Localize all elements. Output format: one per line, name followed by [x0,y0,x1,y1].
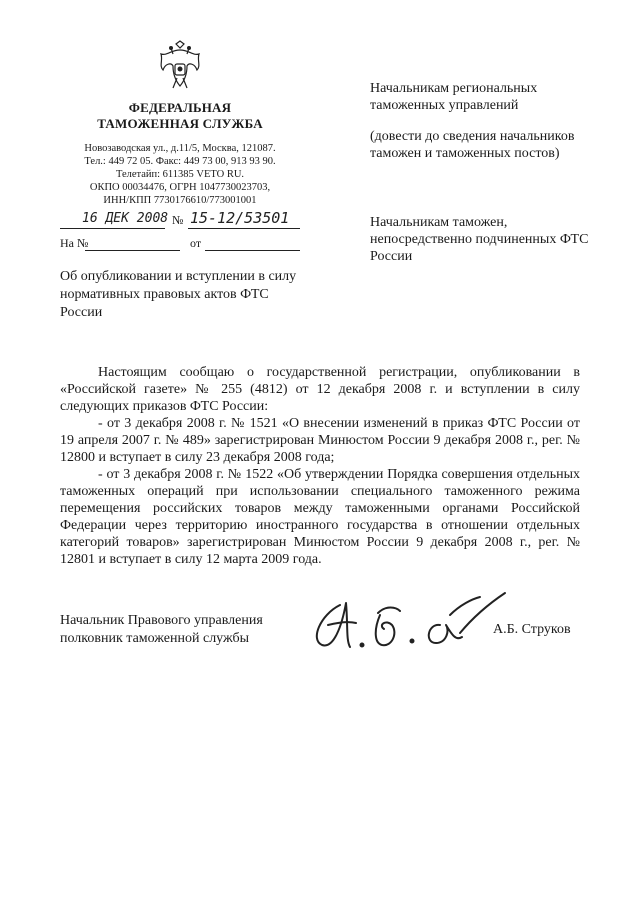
codes-line: ОКПО 00034476, ОГРН 1047730023703, [89,182,271,193]
signatory-position [60,612,320,648]
organization-name [60,100,300,132]
organization-contacts [60,142,300,207]
body-paragraph-order-1522: - от 3 декабря 2008 г. № 1522 «Об утверждении Порядка совершения отдельных таможенных операций при использовании специального таможенного режима перемещения российских товаров между таможенными органами Российской Федерации через территорию иностранного государства в отношении отдельных категорий товаров» зарегистрирован Минюстом России 9 декабря 2008 г., рег. № 12801 и вступает в силу 12 марта 2009 года. [60,467,580,567]
phone-line: Тел.: 449 72 05. Факс: 449 73 00, 913 93 90. [84,156,276,167]
number-label: № [172,213,184,227]
coat-of-arms-icon [153,40,207,94]
inn-line: ИНН/КПП 7730176610/773001001 [103,195,257,206]
signatory-name: А.Б. Струков [493,622,571,637]
letter-body [60,364,580,568]
ref-from-label: от [190,236,202,250]
reference-line [60,236,300,254]
registration-line [60,211,300,229]
body-paragraph-order-1521: - от 3 декабря 2008 г. № 1521 «О внесении изменений в приказ ФТС России от 19 апреля 2007 г. № 489» зарегистрирован Минюстом России 9 декабря 2008 г., рег. № 12800 и вступает в силу 23 декабря 2008 года; [60,416,580,465]
addressee-regional: Начальникам региональных таможенных управлений [370,81,538,113]
body-paragraph-intro: Настоящим сообщаю о государственной регистрации, опубликовании в «Российской газете» № 255 (4812) от 12 декабря 2008 г. и вступлении в силу следующих приказов ФТС России: [60,365,580,414]
addressee-note: (довести до сведения начальников таможен и таможенных постов) [370,129,575,161]
org-name-line2: ТАМОЖЕННАЯ СЛУЖБА [97,116,263,131]
teletype-line: Телетайп: 611385 VETO RU. [115,169,245,180]
address-line: Новозаводская ул., д.11/5, Москва, 121087. [84,143,276,154]
position-line2: полковник таможенной службы [60,631,250,646]
addressee-customs: Начальникам таможен, непосредственно подчиненных ФТС России [370,215,589,264]
ref-number-label: На № [60,236,89,250]
registration-number: 15-12/53501 [190,209,290,227]
ref-date-blank [205,250,300,251]
org-name-line1: ФЕДЕРАЛЬНАЯ [128,100,232,115]
date-underline [60,228,165,229]
ref-number-blank [85,250,180,251]
registration-date: 16 ДЕК 2008 [82,211,169,226]
letter-subject: Об опубликовании и вступлении в силу нормативных правовых актов ФТС России [60,269,297,320]
number-underline [188,228,300,229]
position-line1: Начальник Правового управления [60,613,263,628]
